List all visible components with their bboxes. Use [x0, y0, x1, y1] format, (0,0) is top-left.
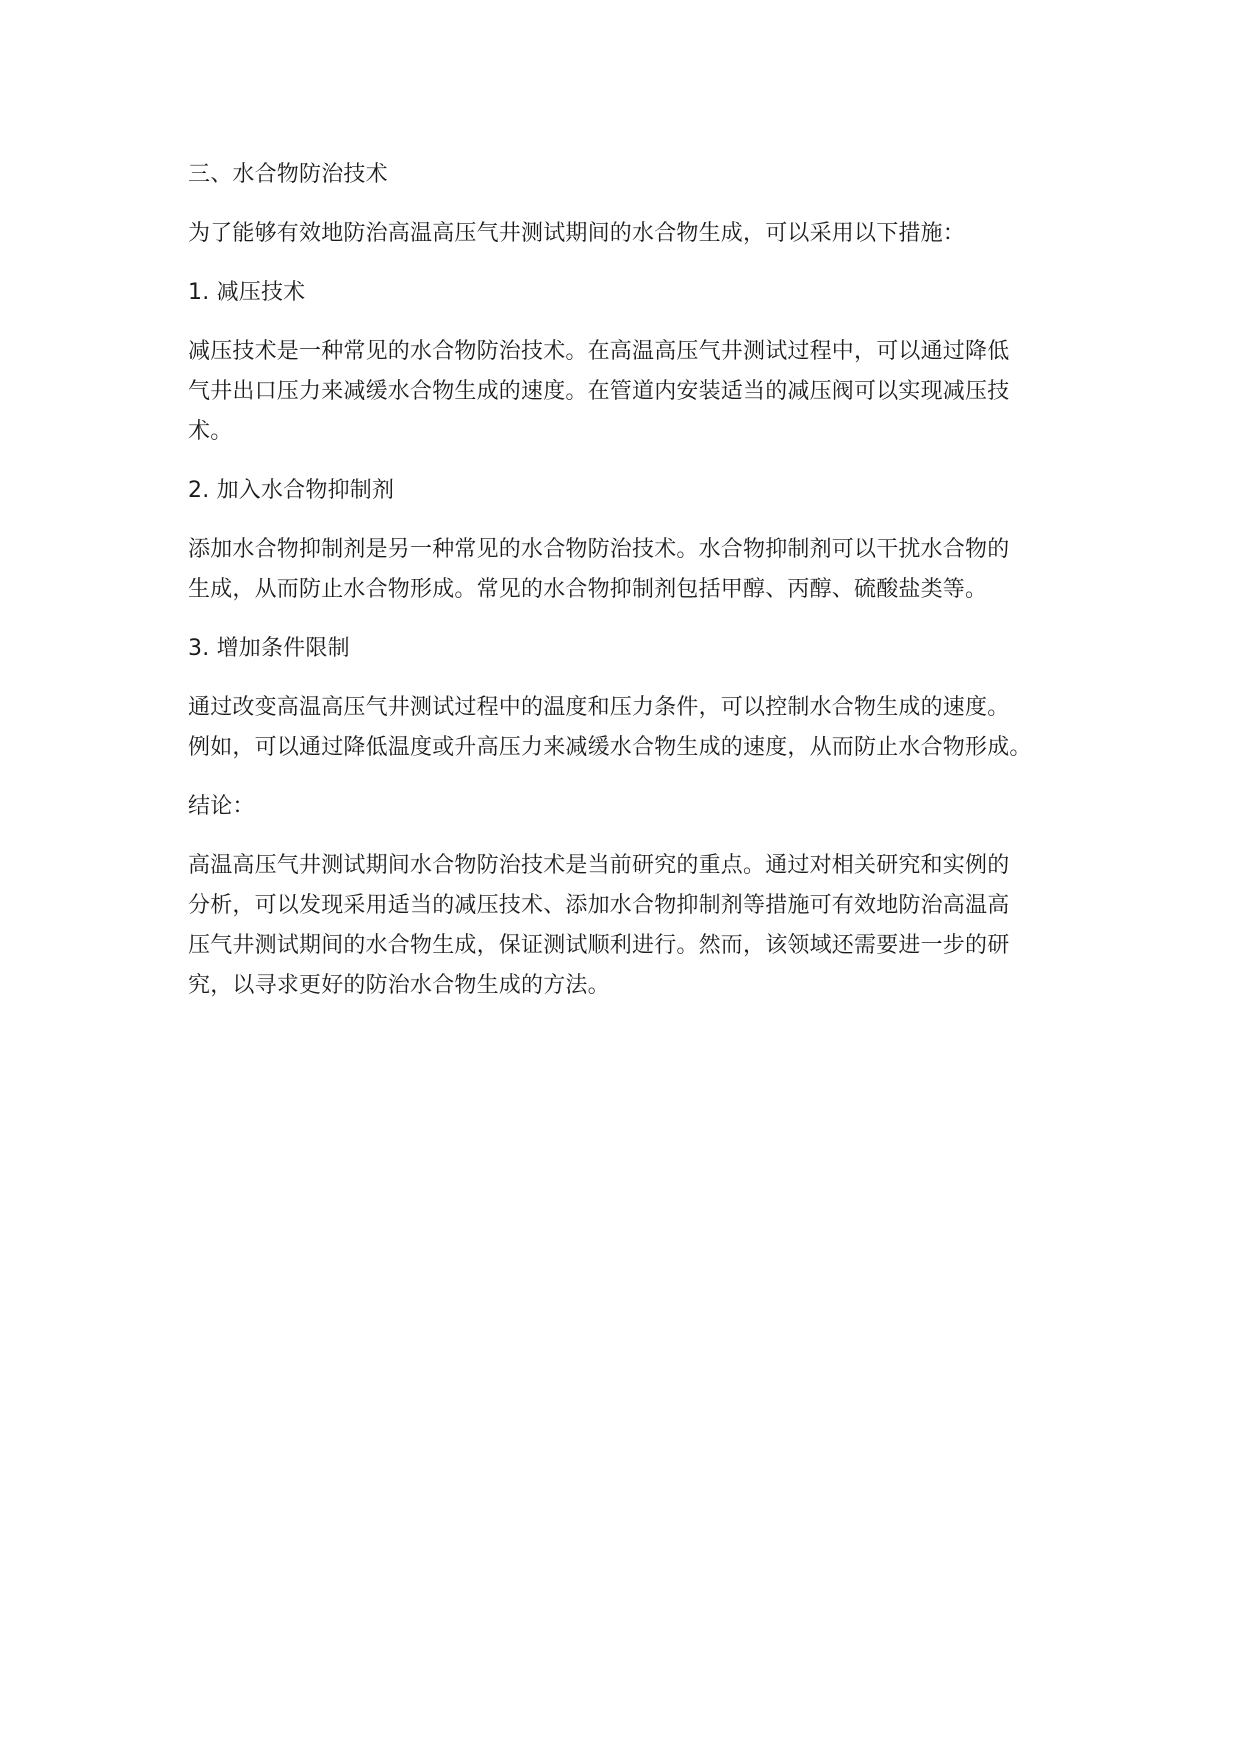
item-heading-3: 3. 增加条件限制 — [188, 636, 350, 661]
document-content — [188, 155, 1068, 1025]
item-heading-1: 1. 减压技术 — [188, 280, 306, 305]
conclusion-paragraph: 高温高压气井测试期间水合物防治技术是当前研究的重点。通过对相关研究和实例的 分析，可以发现采用适当的减压技术、添加水合物抑制剂等措施可有效地防治高温高 压气井测试期间的水合物生成，保证测试顺利进行。然而，该领域还需要进一步的研 究，以寻求更好的防治水合物生成的方法。 — [188, 853, 1010, 998]
section-heading: 三、水合物防治技术 — [188, 162, 388, 187]
conclusion-heading: 结论： — [188, 794, 255, 819]
item-body-1: 减压技术是一种常见的水合物防治技术。在高温高压气井测试过程中，可以通过降低 气井出口压力来减缓水合物生成的速度。在管道内安装适当的减压阀可以实现减压技 术。 — [188, 339, 1010, 444]
intro-paragraph: 为了能够有效地防治高温高压气井测试期间的水合物生成，可以采用以下措施： — [188, 221, 966, 246]
item-heading-2: 2. 加入水合物抑制剂 — [188, 478, 395, 503]
item-body-2: 添加水合物抑制剂是另一种常见的水合物防治技术。水合物抑制剂可以干扰水合物的 生成，从而防止水合物形成。常见的水合物抑制剂包括甲醇、丙醇、硫酸盐类等。 — [188, 537, 1010, 602]
item-body-3: 通过改变高温高压气井测试过程中的温度和压力条件，可以控制水合物生成的速度。 例如，可以通过降低温度或升高压力来减缓水合物生成的速度，从而防止水合物形成。 — [188, 695, 1032, 760]
